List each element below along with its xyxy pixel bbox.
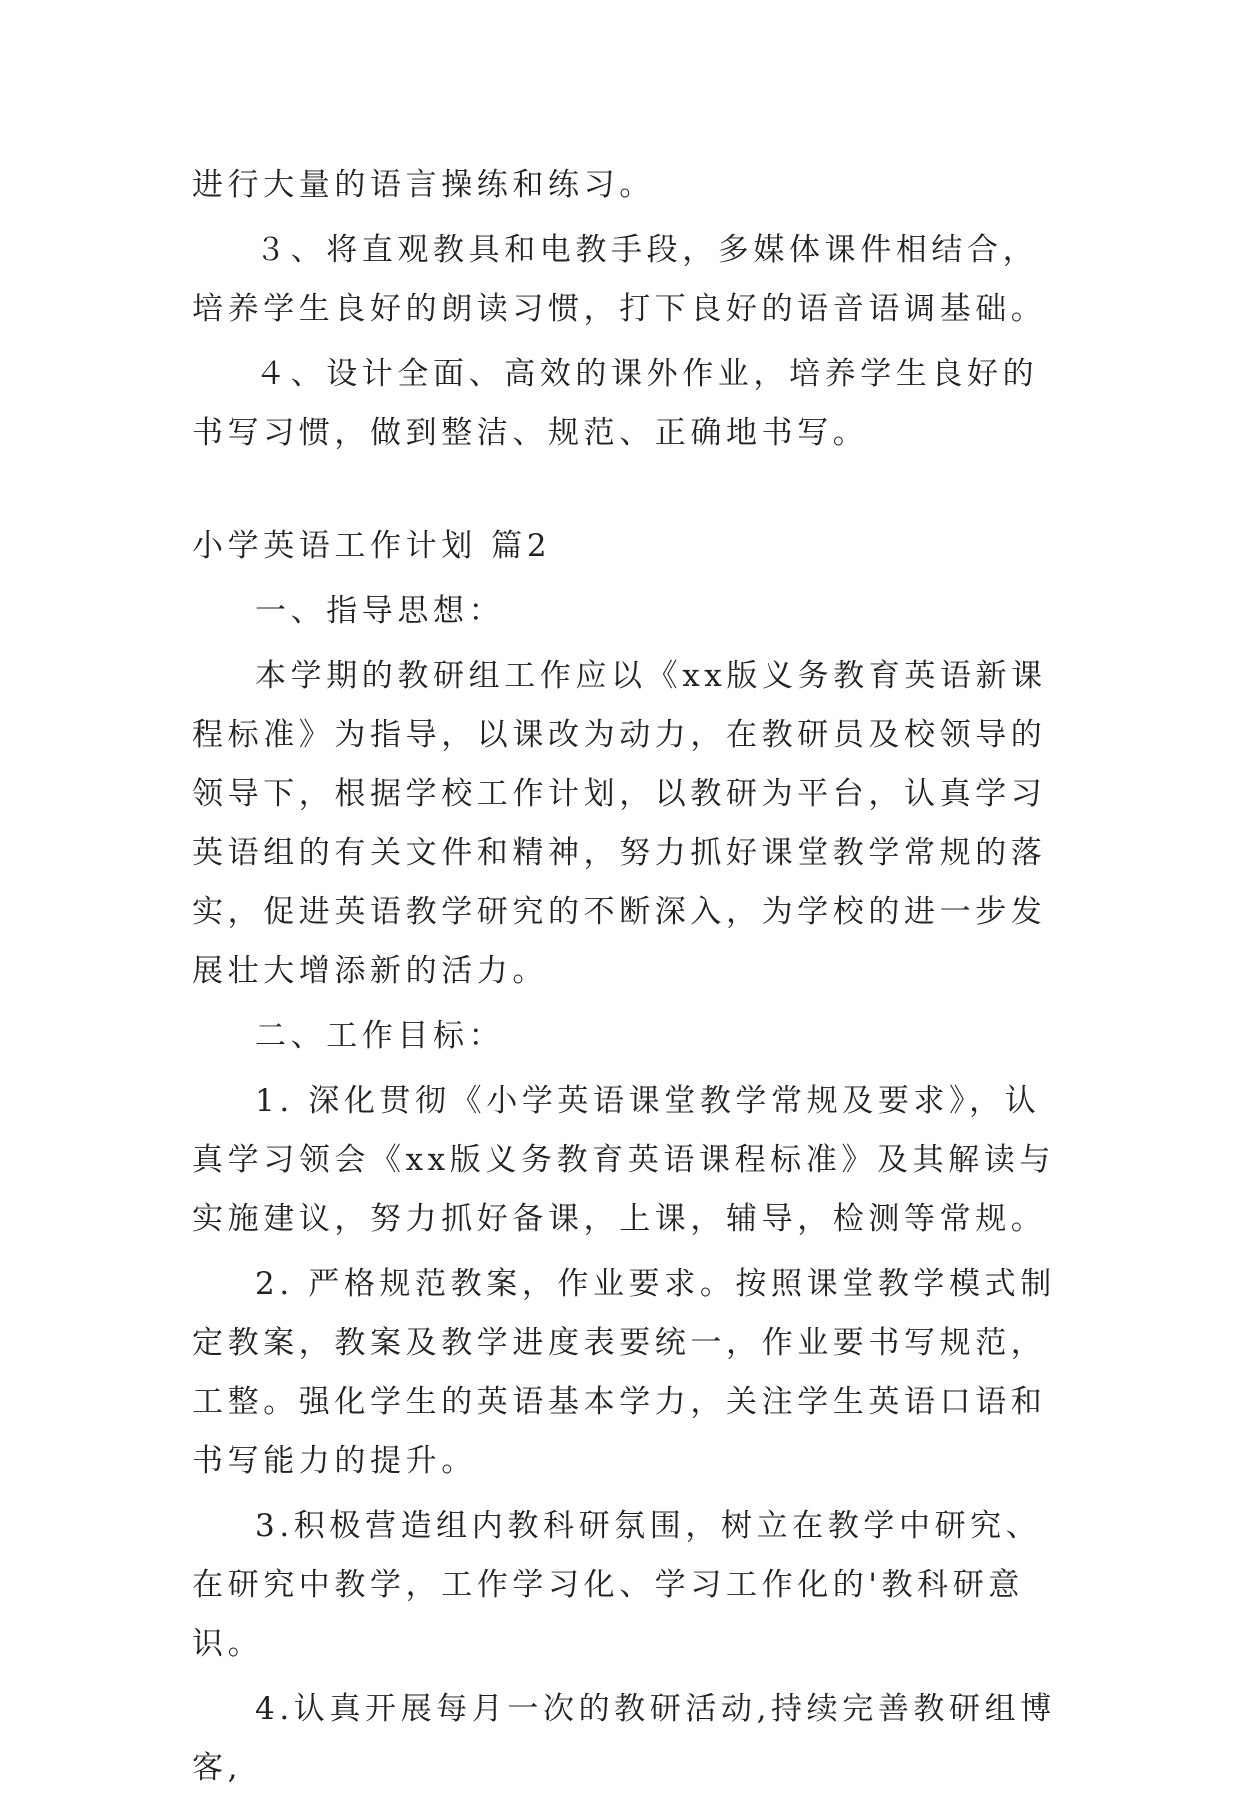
paragraph: 1. 深化贯彻《小学英语课堂教学常规及要求》，认真学习领会《xx版义务教育英语课程标准》及其解读与实施建议，努力抓好备课，上课，辅导，检测等常规。 [192, 1083, 1055, 1237]
paragraph: 本学期的教研组工作应以《xx版义务教育英语新课程标准》为指导，以课改为动力，在教研员及校领导的领导下，根据学校工作计划，以教研为平台，认真学习英语组的有关文件和精神，努力抓好课堂教学常规的落实，促进英语教学研究的不断深入，为学校的进一步发展壮大增添新的活力。 [192, 658, 1047, 989]
paragraph: 二、工作目标： [255, 1018, 505, 1054]
paragraph: ４、设计全面、高效的课外作业，培养学生良好的书写习惯，做到整洁、规范、正确地书写。 [192, 356, 1039, 451]
paragraph: 3.积极营造组内教科研氛围，树立在教学中研究、在研究中教学，工作学习化、学习工作化的'教科研意识。 [192, 1508, 1042, 1662]
section-title: 小学英语工作计划 篇2 [192, 528, 552, 564]
paragraph: 2. 严格规范教案，作业要求。按照课堂教学模式制定教案，教案及教学进度表要统一，作业要书写规范，工整。强化学生的英语基本学力，关注学生英语口语和书写能力的提升。 [192, 1266, 1056, 1479]
paragraph: 一、指导思想： [255, 593, 505, 629]
paragraph: 进行大量的语言操练和练习。 [192, 167, 655, 203]
document-body [192, 156, 1062, 1804]
section-spacer [192, 469, 1062, 517]
paragraph: 4.认真开展每月一次的教研活动,持续完善教研组博客, [192, 1691, 1056, 1786]
paragraph: ３、将直观教具和电教手段，多媒体课件相结合，培养学生良好的朗读习惯，打下良好的语音语调基础。 [192, 232, 1047, 327]
